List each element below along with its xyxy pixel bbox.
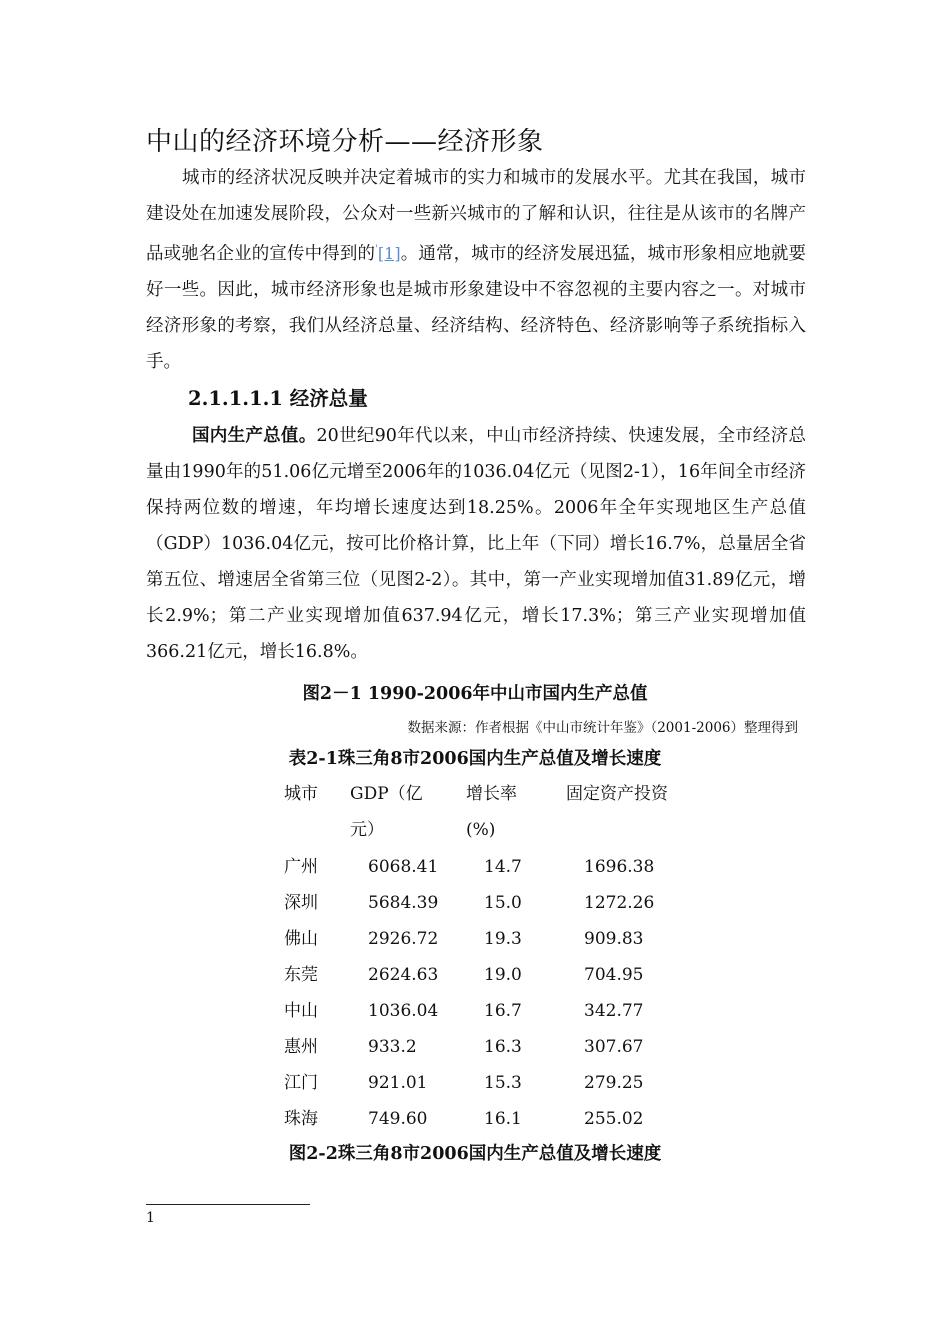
table-cell-growth: 16.1 xyxy=(484,1109,522,1129)
footnote-number: 1 xyxy=(146,1210,155,1226)
table-cell-city: 中山 xyxy=(284,1001,318,1021)
table-cell-growth: 16.7 xyxy=(484,1001,522,1021)
table-cell-growth: 19.0 xyxy=(484,965,522,985)
table-cell-city: 珠海 xyxy=(284,1109,318,1129)
table-cell-growth: 16.3 xyxy=(484,1037,522,1057)
table-cell-gdp: 2926.72 xyxy=(368,929,439,949)
table-cell-growth: 15.3 xyxy=(484,1073,522,1093)
table-cell-gdp: 2624.63 xyxy=(368,965,439,985)
table-cell-gdp: 749.60 xyxy=(368,1109,428,1129)
table-cell-investment: 1272.26 xyxy=(584,893,655,913)
table-cell-gdp: 933.2 xyxy=(368,1037,417,1057)
table-cell-investment: 704.95 xyxy=(584,965,644,985)
table-cell-investment: 342.77 xyxy=(584,1001,644,1021)
table-cell-city: 深圳 xyxy=(284,893,318,913)
table-header-gdp-unit: 元） xyxy=(350,820,384,840)
table-cell-growth: 15.0 xyxy=(484,893,522,913)
page-title: 中山的经济环境分析——经济形象 xyxy=(146,127,544,157)
table-caption: 表2-1珠三角8市2006国内生产总值及增长速度 xyxy=(288,749,662,769)
table-cell-gdp: 921.01 xyxy=(368,1073,428,1093)
table-cell-gdp: 6068.41 xyxy=(368,857,439,877)
table-cell-growth: 14.7 xyxy=(484,857,522,877)
table-header-growth: 增长率 xyxy=(466,784,517,804)
table-cell-investment: 255.02 xyxy=(584,1109,644,1129)
gdp-paragraph-lead: 国内生产总值。 xyxy=(192,426,317,446)
table-cell-investment: 279.25 xyxy=(584,1073,644,1093)
table-header-investment: 固定资产投资 xyxy=(566,784,668,804)
table-cell-city: 江门 xyxy=(284,1073,318,1093)
figure1-caption: 图2－1 1990-2006年中山市国内生产总值 xyxy=(302,684,648,704)
table-cell-city: 佛山 xyxy=(284,929,318,949)
footnote-mark: ' xyxy=(375,244,378,255)
gdp-paragraph-text: 20世纪90年代以来，中山市经济持续、快速发展，全市经济总量由1990年的51.06亿元增至2006年的1036.04亿元（见图2-1），16年间全市经济保持两位数的增速，年均增长速度达到18.25%。2006年全年实现地区生产总值（GDP）1036.04亿元，按可比价格计算，比上年（下同）增长16.7%，总量居全省第五位、增速居全省第三位（见图2-2）。其中，第一产业实现增加值31.89亿元，增长2.9%；第二产业实现增加值637.94亿元，增长17.3%；第三产业实现增加值366.21亿元，增长16.8%。 xyxy=(146,426,806,662)
table-cell-gdp: 1036.04 xyxy=(368,1001,439,1021)
figure2-caption: 图2-2珠三角8市2006国内生产总值及增长速度 xyxy=(288,1144,662,1164)
table-cell-investment: 1696.38 xyxy=(584,857,655,877)
table-cell-gdp: 5684.39 xyxy=(368,893,439,913)
table-header-growth-unit: (%) xyxy=(466,820,496,840)
section-heading: 2.1.1.1.1 经济总量 xyxy=(188,387,368,410)
footnote-separator xyxy=(146,1204,310,1205)
intro-text-after-ref: 。通常，城市的经济发展迅猛，城市形象相应地就要好一些。因此，城市经济形象也是城市形象建设中不容忽视的主要内容之一。对城市经济形象的考察，我们从经济总量、经济结构、经济特色、经济影响等子系统指标入手。 xyxy=(146,243,807,372)
table-cell-city: 惠州 xyxy=(284,1037,318,1057)
table-cell-investment: 307.67 xyxy=(584,1037,644,1057)
table-header-city: 城市 xyxy=(284,784,318,804)
intro-paragraph xyxy=(146,160,806,380)
gdp-paragraph xyxy=(146,418,806,670)
table-cell-investment: 909.83 xyxy=(584,929,644,949)
table-cell-city: 广州 xyxy=(284,857,318,877)
intro-text-before-ref: 城市的经济状况反映并决定着城市的实力和城市的发展水平。尤其在我国，城市建设处在加速发展阶段，公众对一些新兴城市的了解和认识，往往是从该市的名牌产品或驰名企业的宣传中得到的 xyxy=(146,168,806,264)
data-source-note: 数据来源：作者根据《中山市统计年鉴》（2001-2006）整理得到 xyxy=(407,720,798,736)
table-cell-growth: 19.3 xyxy=(484,929,522,949)
table-cell-city: 东莞 xyxy=(284,965,318,985)
reference-link[interactable]: [1] xyxy=(377,243,401,263)
table-header-gdp: GDP（亿 xyxy=(350,784,423,804)
